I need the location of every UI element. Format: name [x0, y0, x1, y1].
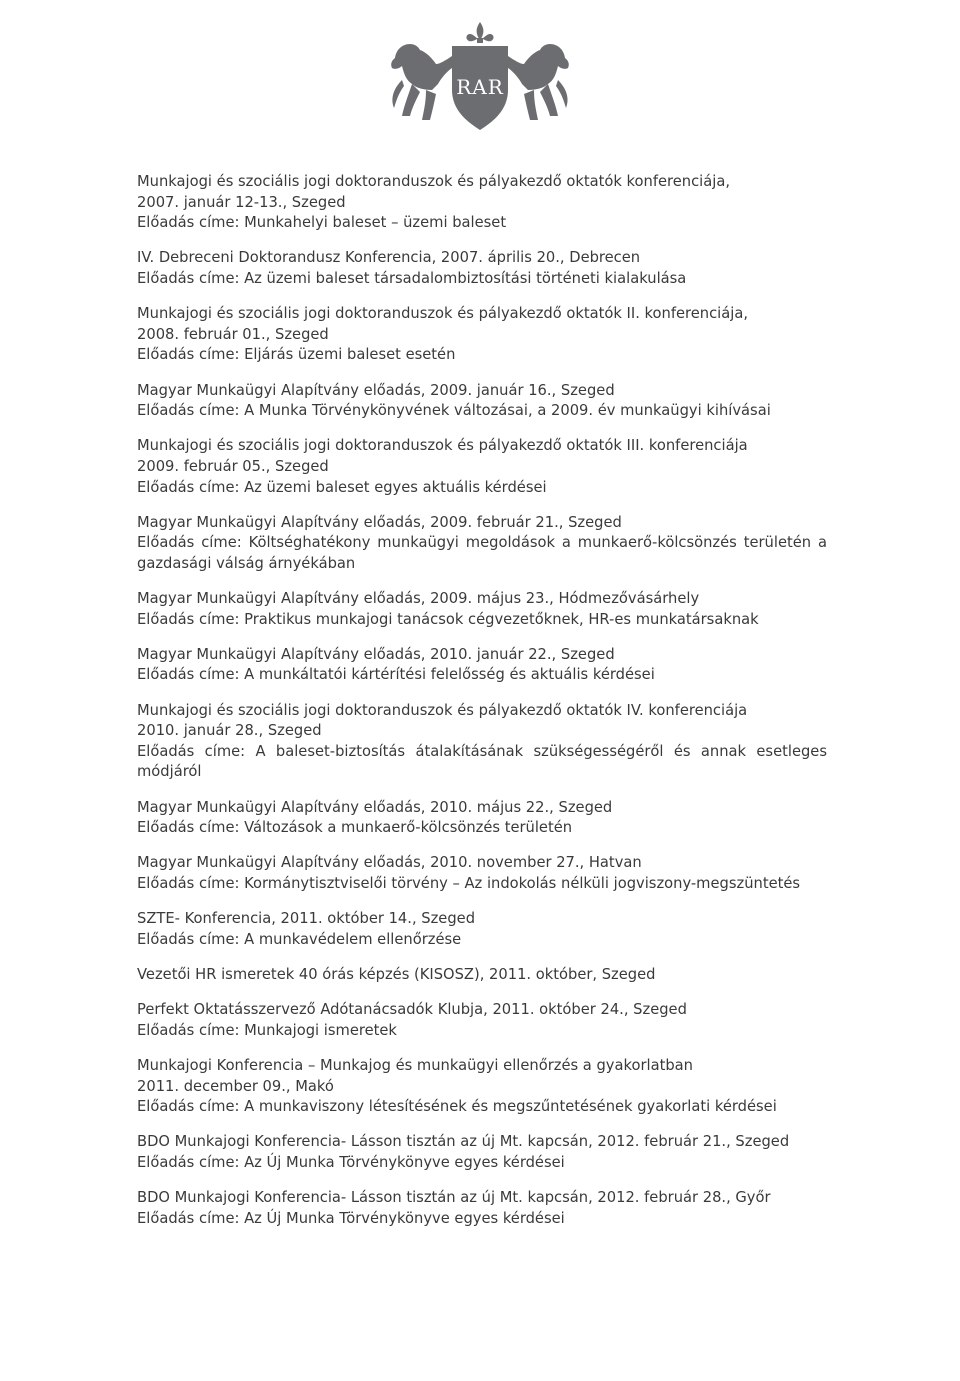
- detail-line: Előadás címe: Kormánytisztviselői törvény – Az indokolás nélküli jogviszony-megszüntetés: [137, 874, 801, 892]
- event-line: Munkajogi és szociális jogi doktoranduszok és pályakezdő oktatók konferenciája,: [137, 173, 730, 190]
- detail-line: Előadás címe: Munkahelyi baleset – üzemi baleset: [137, 214, 507, 232]
- event-line: BDO Munkajogi Konferencia- Lásson tisztán az új Mt. kapcsán, 2012. február 21., Szeged: [137, 1133, 790, 1151]
- event-line: Perfekt Oktatásszervező Adótanácsadók Klubja, 2011. október 24., Szeged: [137, 1001, 687, 1019]
- detail-line: 2008. február 01., Szeged: [137, 325, 329, 343]
- lecture-entry: [137, 909, 827, 950]
- detail-line: Előadás címe: A baleset-biztosítás átalakításának szükségességéről és annak esetleges módjáról: [137, 742, 827, 781]
- lecture-entry: [137, 1132, 827, 1173]
- logo-monogram: RAR: [456, 75, 504, 99]
- lecture-entry: [137, 304, 827, 366]
- rar-crest-logo: [380, 20, 580, 140]
- event-line: Magyar Munkaügyi Alapítvány előadás, 2009. január 16., Szeged: [137, 381, 615, 399]
- lecture-entry: [137, 965, 827, 986]
- lecture-entry: [137, 1056, 827, 1118]
- detail-line: Előadás címe: Praktikus munkajogi tanácsok cégvezetőknek, HR-es munkatársaknak: [137, 610, 759, 628]
- event-line: Vezetői HR ismeretek 40 órás képzés (KISOSZ), 2011. október, Szeged: [137, 965, 656, 983]
- event-line: Magyar Munkaügyi Alapítvány előadás, 2010. november 27., Hatvan: [137, 854, 642, 872]
- lecture-entry: [137, 1000, 827, 1041]
- lecture-entry: [137, 172, 827, 234]
- event-line: Munkajogi Konferencia – Munkajog és munkaügyi ellenőrzés a gyakorlatban: [137, 1056, 693, 1074]
- detail-line: Előadás címe: A munkáltatói kártérítési felelősség és aktuális kérdései: [137, 666, 655, 684]
- lecture-entry: [137, 381, 827, 422]
- detail-line: 2007. január 12-13., Szeged: [137, 193, 346, 211]
- detail-line: Előadás címe: Eljárás üzemi baleset esetén: [137, 346, 456, 364]
- detail-line: Előadás címe: Költséghatékony munkaügyi megoldások a munkaerő-kölcsönzés területén a gazdasági válság árnyékában: [137, 534, 827, 572]
- lecture-entry: [137, 436, 827, 498]
- detail-line: 2010. január 28., Szeged: [137, 722, 322, 740]
- event-line: SZTE- Konferencia, 2011. október 14., Szeged: [137, 910, 476, 928]
- event-line: BDO Munkajogi Konferencia- Lásson tisztán az új Mt. kapcsán, 2012. február 28., Győr: [137, 1189, 771, 1207]
- detail-line: 2009. február 05., Szeged: [137, 457, 329, 475]
- lecture-entry: [137, 248, 827, 289]
- detail-line: Előadás címe: Az Új Munka Törvénykönyve egyes kérdései: [137, 1153, 565, 1171]
- event-line: Magyar Munkaügyi Alapítvány előadás, 2009. május 23., Hódmezővásárhely: [137, 590, 700, 608]
- event-line: Magyar Munkaügyi Alapítvány előadás, 2010. május 22., Szeged: [137, 798, 613, 816]
- detail-line: 2011. december 09., Makó: [137, 1077, 334, 1095]
- lecture-entry: [137, 853, 827, 894]
- lecture-entry: [137, 513, 827, 575]
- lecture-entry: [137, 798, 827, 839]
- detail-line: Előadás címe: Munkajogi ismeretek: [137, 1021, 397, 1039]
- event-line: Munkajogi és szociális jogi doktoranduszok és pályakezdő oktatók II. konferenciája,: [137, 305, 749, 323]
- detail-line: Előadás címe: Változások a munkaerő-kölcsönzés területén: [137, 819, 573, 837]
- lecture-entry: [137, 1188, 827, 1229]
- detail-line: Előadás címe: A Munka Törvénykönyvének változásai, a 2009. év munkaügyi kihívásai: [137, 402, 771, 420]
- event-line: Magyar Munkaügyi Alapítvány előadás, 2010. január 22., Szeged: [137, 645, 615, 663]
- detail-line: Előadás címe: Az üzemi baleset társadalombiztosítási történeti kialakulása: [137, 269, 687, 287]
- event-line: Munkajogi és szociális jogi doktoranduszok és pályakezdő oktatók IV. konferenciája: [137, 701, 748, 719]
- detail-line: Előadás címe: Az Új Munka Törvénykönyve egyes kérdései: [137, 1209, 565, 1227]
- lecture-entry: [137, 701, 827, 783]
- detail-line: Előadás címe: A munkavédelem ellenőrzése: [137, 930, 462, 948]
- detail-line: Előadás címe: Az üzemi baleset egyes aktuális kérdései: [137, 478, 547, 496]
- lecture-entry: [137, 589, 827, 630]
- detail-line: Előadás címe: A munkaviszony létesítésének és megszűntetésének gyakorlati kérdései: [137, 1098, 777, 1116]
- lecture-entry: [137, 645, 827, 686]
- event-line: IV. Debreceni Doktorandusz Konferencia, 2007. április 20., Debrecen: [137, 249, 641, 267]
- lecture-list: [137, 172, 827, 1244]
- event-line: Munkajogi és szociális jogi doktoranduszok és pályakezdő oktatók III. konferenciája: [137, 437, 748, 455]
- event-line: Magyar Munkaügyi Alapítvány előadás, 2009. február 21., Szeged: [137, 513, 622, 531]
